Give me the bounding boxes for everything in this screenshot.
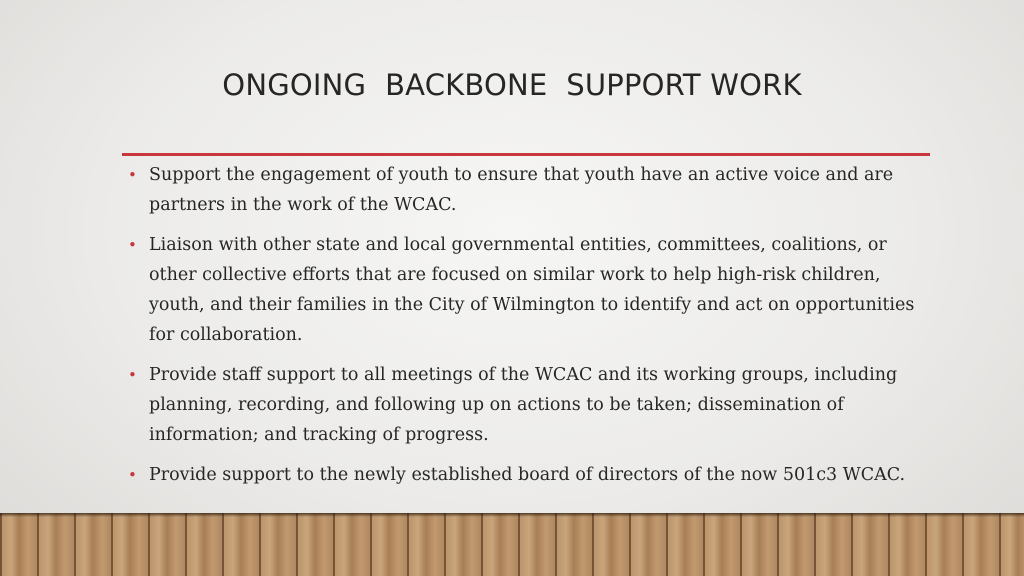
bullet-item [122,160,922,220]
bullet-dot-icon: • [128,236,137,254]
slide-title: ONGOING BACKBONE SUPPORT WORK [222,68,802,102]
title-divider [122,153,930,156]
wood-floor-decoration [0,513,1024,576]
bullet-dot-icon: • [128,166,137,184]
bullet-text: Support the engagement of youth to ensure that youth have an active voice and are partners in the work of the WCAC. [149,165,894,215]
bullet-item [122,230,922,350]
bullet-text: Provide support to the newly established board of directors of the now 501c3 WCAC. [149,465,906,485]
bullet-item [122,360,922,450]
bullet-text: Provide staff support to all meetings of the WCAC and its working groups, including planning, recording, and following up on actions to be taken; dissemination of information; and tracking of progress. [149,365,898,445]
bullet-item [122,460,922,490]
bullet-dot-icon: • [128,466,137,484]
bullet-dot-icon: • [128,366,137,384]
floor-shadow-edge [0,513,1024,517]
bullet-list [122,160,922,500]
bullet-text: Liaison with other state and local governmental entities, committees, coalitions, or other collective efforts that are focused on similar work to help high-risk children, youth, and their families in the City of Wilmington to identify and act on opportunities for collaboration. [149,235,915,345]
